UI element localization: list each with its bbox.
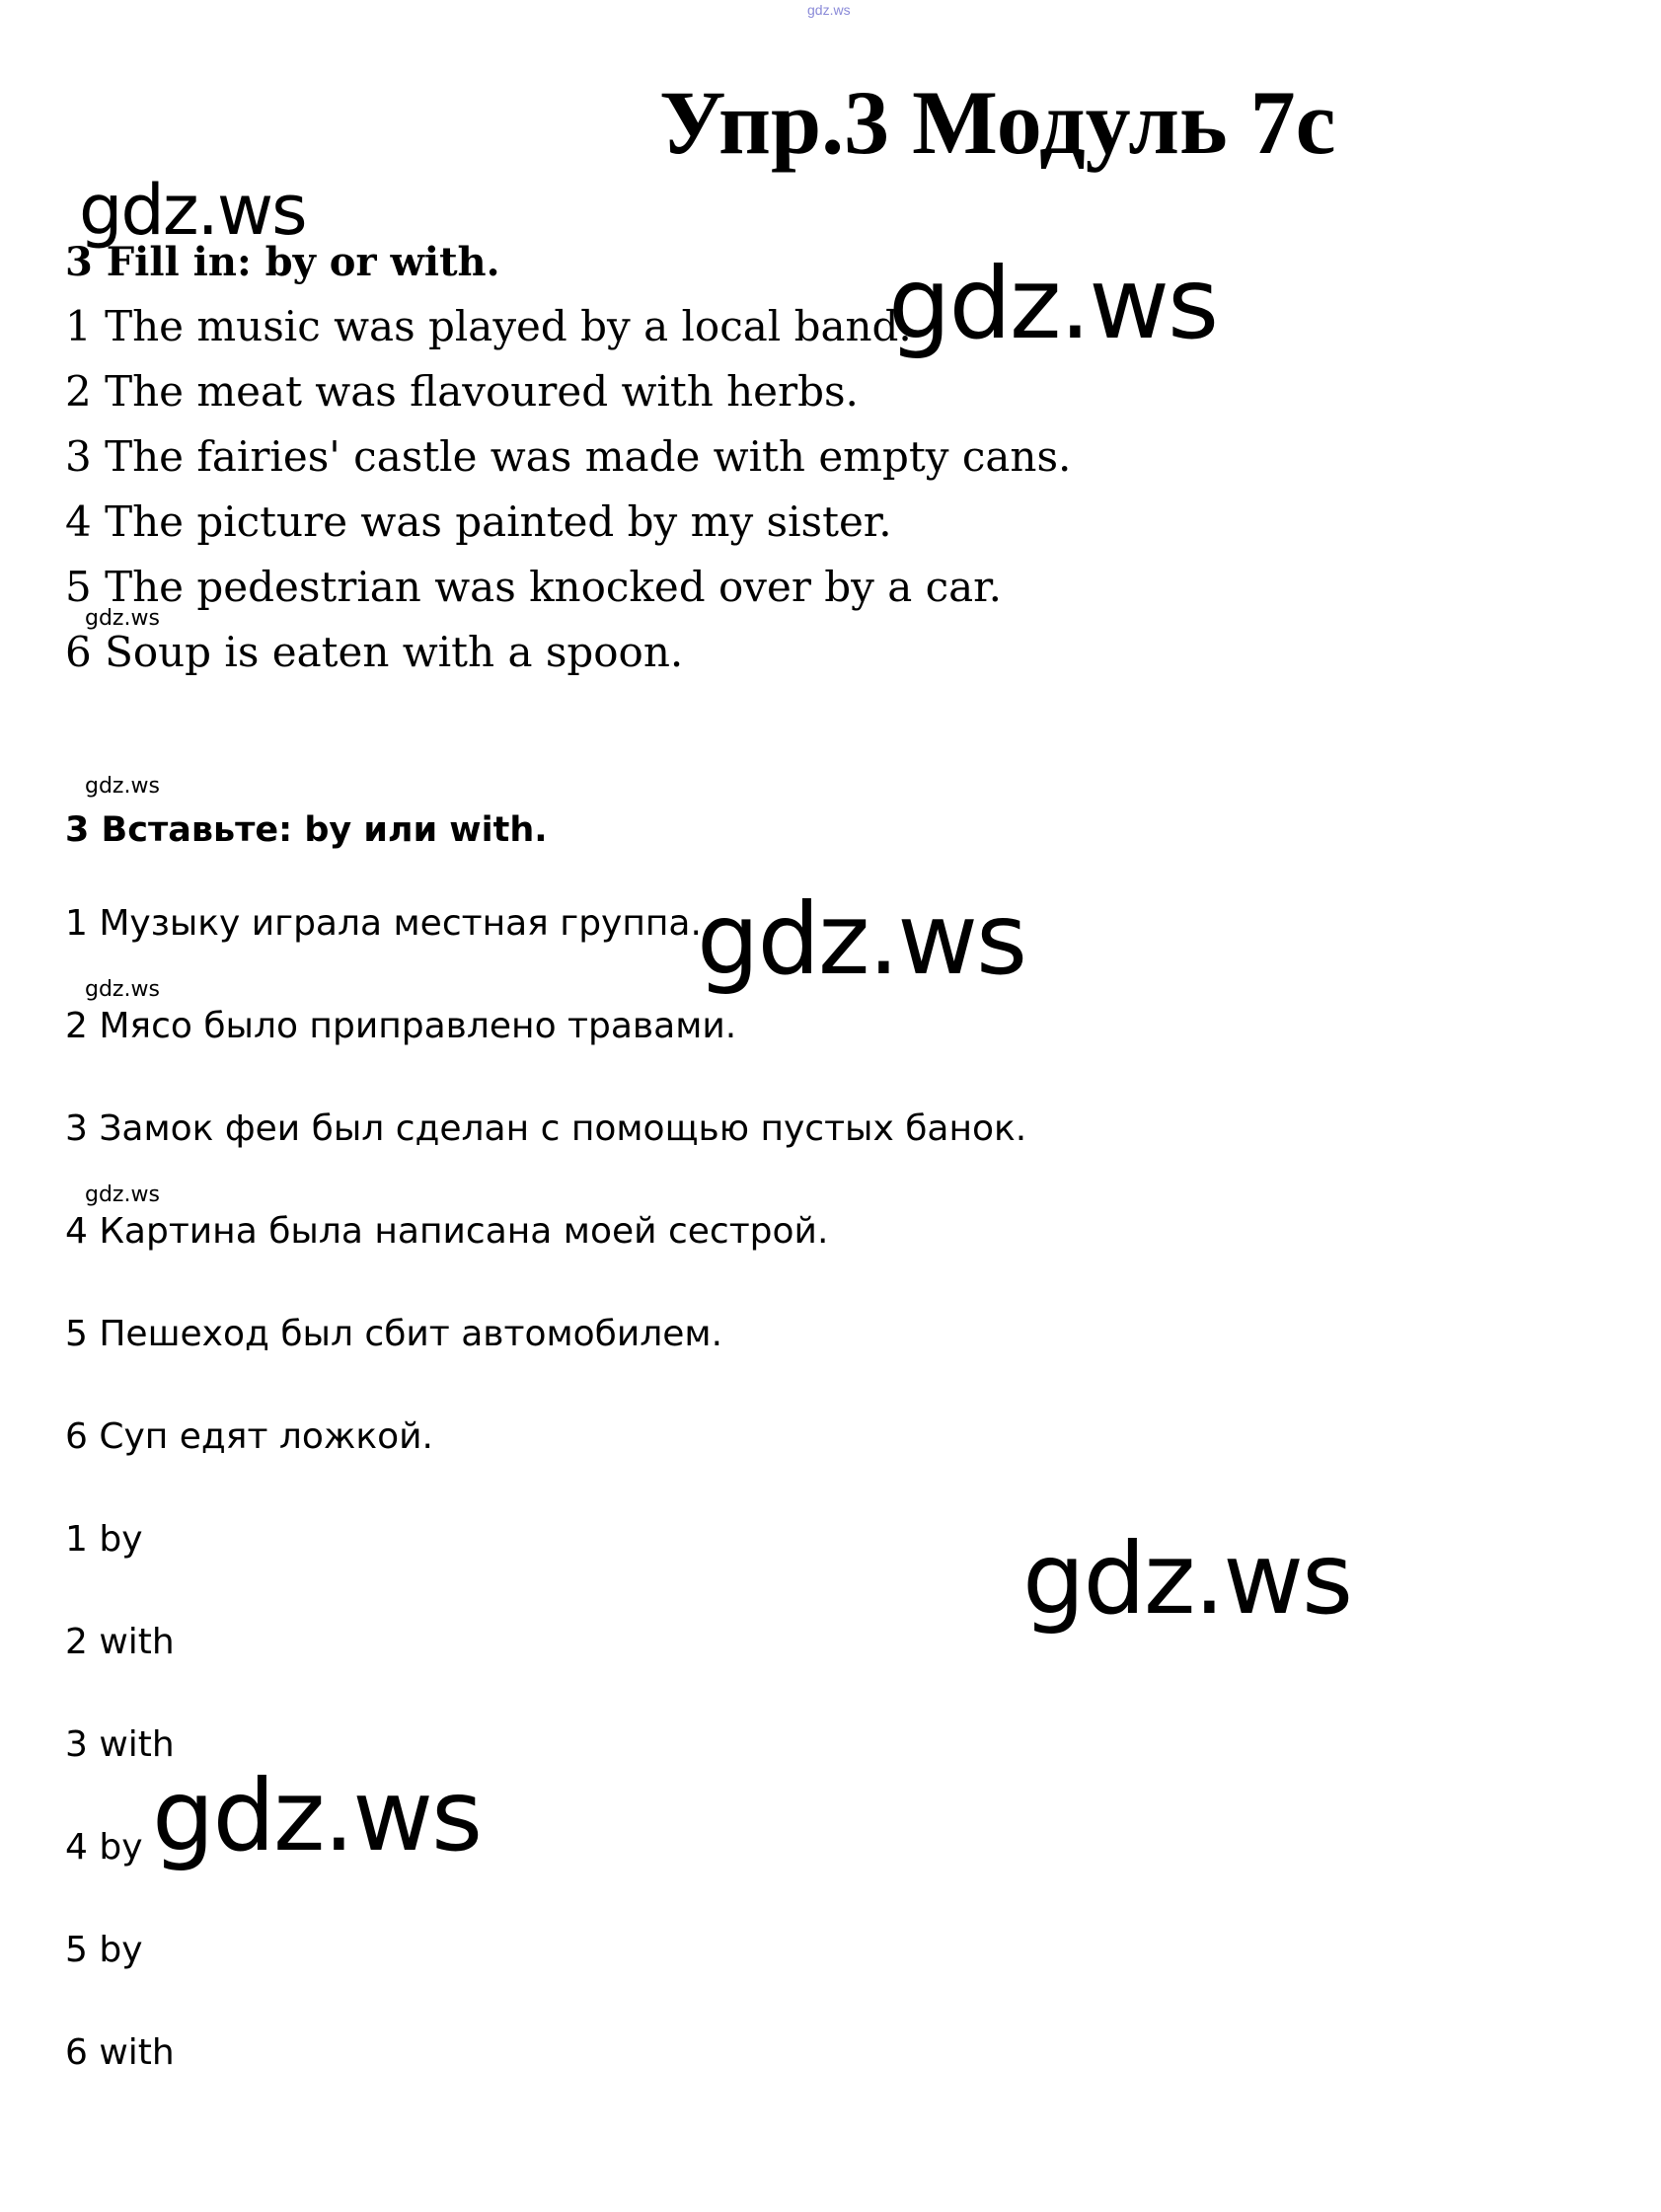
- english-line: 1 The music was played by a local band.: [65, 302, 912, 350]
- english-line: 4 The picture was painted by my sister.: [65, 497, 892, 546]
- russian-line: 4 Картина была написана моей сестрой.: [65, 1211, 829, 1252]
- page-title: Упр.3 Модуль 7с: [659, 72, 1336, 173]
- english-line: 2 The meat was flavoured with herbs.: [65, 367, 859, 416]
- watermark-large: gdz.ws: [152, 1758, 482, 1873]
- answer-line: 2 with: [65, 1622, 175, 1662]
- english-heading: 3 Fill in: by or with.: [65, 239, 500, 285]
- watermark-large: gdz.ws: [1022, 1521, 1352, 1637]
- watermark-large: gdz.ws: [888, 246, 1218, 361]
- answer-line: 4 by: [65, 1827, 143, 1868]
- watermark-large: gdz.ws: [697, 881, 1026, 997]
- watermark-small: gdz.ws: [85, 774, 160, 799]
- russian-line: 5 Пешеход был сбит автомобилем.: [65, 1314, 723, 1354]
- english-line: 5 The pedestrian was knocked over by a car.: [65, 563, 1002, 611]
- russian-line: 1 Музыку играла местная группа.: [65, 903, 702, 944]
- russian-heading: 3 Вставьте: by или with.: [65, 810, 548, 850]
- watermark-small: gdz.ws: [85, 977, 160, 1002]
- russian-line: 3 Замок феи был сделан с помощью пустых банок.: [65, 1108, 1027, 1149]
- watermark-large: gdz.ws: [79, 170, 306, 251]
- english-line: 6 Soup is eaten with a spoon.: [65, 628, 684, 676]
- answer-line: 5 by: [65, 1930, 143, 1970]
- answer-line: 3 with: [65, 1724, 175, 1765]
- english-line: 3 The fairies' castle was made with empty cans.: [65, 432, 1072, 481]
- watermark-small: gdz.ws: [85, 1182, 160, 1207]
- top-watermark: gdz.ws: [807, 2, 851, 18]
- watermark-small: gdz.ws: [85, 606, 160, 631]
- russian-line: 2 Мясо было приправлено травами.: [65, 1006, 737, 1046]
- answer-line: 6 with: [65, 2032, 175, 2073]
- answer-line: 1 by: [65, 1519, 143, 1560]
- russian-line: 6 Суп едят ложкой.: [65, 1416, 433, 1457]
